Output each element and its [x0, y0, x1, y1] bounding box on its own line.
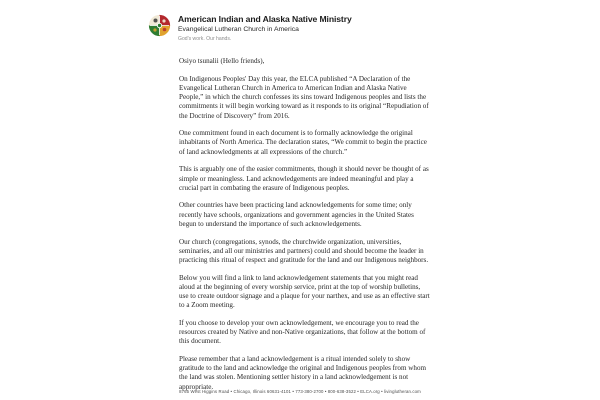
letter-paragraph-8: Please remember that a land acknowledgement is a ritual intended solely to show gratitude to the land and acknowledge the original and Indigenous peoples from whom the land was stolen. Mentioning settler history in a land acknowledgement is not appropriate. [179, 355, 427, 391]
document-footer [0, 380, 600, 398]
letterhead-text [178, 14, 352, 43]
ministry-name: American Indian and Alaska Native Ministry [178, 14, 352, 24]
denomination-name: Evangelical Lutheran Church in America [178, 25, 299, 33]
footer-contact-line: 8765 West Higgins Road • Chicago, Illinois 60631-4101 • 773-380-2700 • 800-638-3522 • ELCA.org • livinglutheran.com [179, 389, 421, 394]
letter-paragraph-1: On Indigenous Peoples' Day this year, the ELCA published “A Declaration of the Evangelical Lutheran Church in America to American Indian and Alaska Native People,” in which the church confesses its sins toward Indigenous peoples and lists the commitments it will begin working toward as it responds to its original “Repudiation of the Doctrine of Discovery” from 2016. [179, 74, 429, 120]
letter-paragraph-3: This is arguably one of the easier commitments, though it should never be thought of as simple or meaningless. Land acknowledgements are indeed meaningful and play a crucial part in combating the erasure of Indigenous peoples. [179, 165, 429, 192]
elca-medallion-icon [148, 14, 171, 37]
tagline: God's work. Our hands. [178, 36, 232, 43]
letter-greeting: Osiyo tsunalii (Hello friends), [179, 57, 265, 65]
letter-paragraph-6: Below you will find a link to land acknowledgement statements that you might read aloud at the beginning of every worship service, print at the top of worship bulletins, use to create outdoor signage and a plaque for your narthex, and use as an effective start to a Zoom meeting. [179, 273, 430, 310]
letter-body [179, 57, 431, 392]
letter-paragraph-2: One commitment found in each document is to formally acknowledge the original inhabitants of North America. The declaration states, “We commit to begin the practice of land acknowledgments at all expressions of the church.” [179, 129, 427, 156]
letter-paragraph-5: Our church (congregations, synods, the churchwide organization, universities, seminaries, and all our ministries and partners) could and should become the leader in practicing this ritual of respect and gratitude for the land and our Indigenous neighbors. [179, 237, 429, 264]
letterhead [148, 14, 352, 43]
letter-paragraph-4: Other countries have been practicing land acknowledgements for some time; only recently have schools, organizations and government agencies in the United States begun to understand the importance of such acknowledgements. [179, 201, 414, 228]
letter-paragraph-7: If you choose to develop your own acknowledgement, we encourage you to read the resources created by Native and non-Native organizations, that follow at the bottom of this document. [179, 318, 426, 346]
